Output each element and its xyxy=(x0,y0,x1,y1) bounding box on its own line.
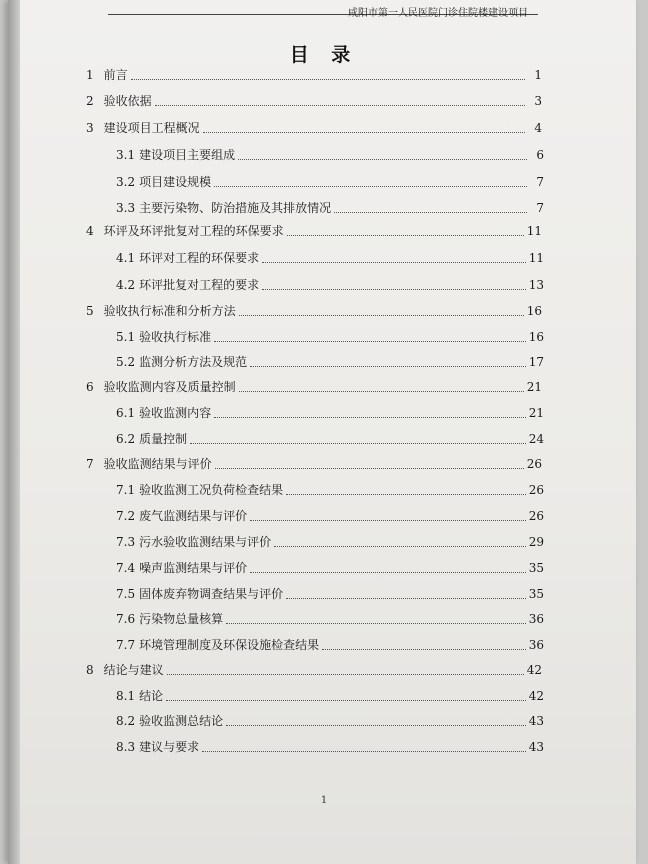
toc-entry xyxy=(116,507,544,524)
toc-dot-leader xyxy=(214,185,527,187)
toc-dot-leader xyxy=(214,340,526,342)
toc-entry-title: 污染物总量核算 xyxy=(139,612,224,626)
toc-entry xyxy=(116,533,544,550)
toc-entry-number: 6.2 xyxy=(116,432,136,446)
toc-entry xyxy=(116,585,544,602)
toc-entry-page: 4 xyxy=(534,121,542,135)
toc-entry-number: 3.1 xyxy=(116,148,136,162)
toc-dot-leader xyxy=(238,158,527,160)
toc-dot-leader xyxy=(202,750,526,752)
toc-entry-title: 验收执行标准和分析方法 xyxy=(103,304,236,318)
toc-dot-leader xyxy=(167,673,524,675)
toc-dot-leader xyxy=(155,104,525,106)
toc-entry-page: 43 xyxy=(528,714,544,728)
toc-entry-page: 11 xyxy=(526,224,542,238)
toc-entry-number: 8.2 xyxy=(116,714,136,728)
toc-dot-leader xyxy=(286,493,526,495)
toc-entry-page: 17 xyxy=(528,355,544,369)
toc-entry xyxy=(86,378,542,395)
toc-entry xyxy=(86,661,542,678)
toc-entry-number: 5.2 xyxy=(116,355,136,369)
toc-entry-title: 主要污染物、防治措施及其排放情况 xyxy=(139,201,332,215)
toc-entry-page: 3 xyxy=(534,94,542,108)
toc-entry xyxy=(86,92,542,109)
toc-entry-page: 26 xyxy=(528,509,544,523)
toc-entry xyxy=(116,249,544,266)
toc-entry-number: 6.1 xyxy=(116,406,136,420)
toc-entry-title: 废气监测结果与评价 xyxy=(139,509,248,523)
toc-entry-title: 验收监测总结论 xyxy=(139,714,224,728)
toc-entry xyxy=(116,353,544,370)
toc-dot-leader xyxy=(226,724,526,726)
toc-entry-page: 43 xyxy=(528,740,544,754)
toc-dot-leader xyxy=(214,416,526,418)
toc-entry xyxy=(116,328,544,345)
toc-entry-number: 4.2 xyxy=(116,278,136,292)
toc-entry-title: 验收监测工况负荷检查结果 xyxy=(139,483,284,497)
toc-dot-leader xyxy=(131,78,525,80)
toc-dot-leader xyxy=(287,234,524,236)
toc-entry-number: 4 xyxy=(86,224,94,238)
toc-entry-title: 固体废弃物调查结果与评价 xyxy=(139,587,284,601)
toc-entry xyxy=(116,430,544,447)
toc-entry xyxy=(116,481,544,498)
toc-dot-leader xyxy=(250,571,526,573)
toc-entry xyxy=(116,276,544,293)
toc-dot-leader xyxy=(226,622,526,624)
toc-entry-title: 项目建设规模 xyxy=(139,175,212,189)
toc-entry-title: 结论与建议 xyxy=(103,663,164,677)
toc-entry-page: 7 xyxy=(536,201,544,215)
toc-entry-page: 26 xyxy=(526,457,542,471)
toc-entry-page: 42 xyxy=(528,689,544,703)
toc-entry xyxy=(116,636,544,653)
toc-entry-title: 噪声监测结果与评价 xyxy=(139,561,248,575)
toc-entry xyxy=(116,146,544,163)
toc-entry-title: 前言 xyxy=(103,68,128,82)
toc-entry-title: 建议与要求 xyxy=(139,740,200,754)
toc-entry xyxy=(86,66,542,83)
toc-dot-leader xyxy=(262,288,526,290)
toc-entry-number: 7.5 xyxy=(116,587,136,601)
toc-entry-page: 1 xyxy=(534,68,542,82)
page-edge-shadow xyxy=(8,0,20,864)
toc-dot-leader xyxy=(274,545,526,547)
toc-entry-page: 6 xyxy=(536,148,544,162)
toc-title: 目 录 xyxy=(289,44,359,66)
toc-dot-leader xyxy=(250,519,526,521)
toc-entry-number: 8 xyxy=(86,663,94,677)
toc-entry-title: 环评及环评批复对工程的环保要求 xyxy=(103,224,284,238)
toc-dot-leader xyxy=(322,648,526,650)
toc-entry-number: 7.6 xyxy=(116,612,136,626)
toc-entry-page: 42 xyxy=(526,663,542,677)
toc-dot-leader xyxy=(190,442,526,444)
toc-entry-page: 35 xyxy=(528,561,544,575)
toc-entry-number: 7.1 xyxy=(116,483,136,497)
toc-entry-title: 验收监测内容及质量控制 xyxy=(103,380,236,394)
toc-entry-number: 7.3 xyxy=(116,535,136,549)
toc-entry xyxy=(116,404,544,421)
toc-entry-page: 13 xyxy=(528,278,544,292)
toc-entry xyxy=(116,199,544,216)
toc-dot-leader xyxy=(262,261,526,263)
toc-entry-title: 质量控制 xyxy=(139,432,188,446)
toc-entry-page: 21 xyxy=(528,406,544,420)
toc-entry xyxy=(86,455,542,472)
toc-entry-page: 11 xyxy=(528,251,544,265)
toc-dot-leader xyxy=(239,390,524,392)
toc-entry xyxy=(116,738,544,755)
toc-entry-number: 7.7 xyxy=(116,638,136,652)
toc-dot-leader xyxy=(250,365,526,367)
toc-entry xyxy=(116,687,544,704)
toc-dot-leader xyxy=(334,211,527,213)
toc-entry-page: 29 xyxy=(528,535,544,549)
toc-entry xyxy=(116,712,544,729)
toc-entry xyxy=(86,302,542,319)
toc-entry-page: 35 xyxy=(528,587,544,601)
toc-entry-page: 26 xyxy=(528,483,544,497)
toc-entry-number: 1 xyxy=(86,68,94,82)
toc-entry-number: 2 xyxy=(86,94,94,108)
toc-entry-title: 验收监测内容 xyxy=(139,406,212,420)
toc-entry-title: 环评批复对工程的要求 xyxy=(139,278,260,292)
toc-entry-title: 环境管理制度及环保设施检查结果 xyxy=(139,638,320,652)
toc-entry-page: 21 xyxy=(526,380,542,394)
toc-entry-page: 7 xyxy=(536,175,544,189)
toc-entry-page: 16 xyxy=(528,330,544,344)
toc-entry-number: 3.2 xyxy=(116,175,136,189)
toc-dot-leader xyxy=(166,699,526,701)
toc-entry-title: 环评对工程的环保要求 xyxy=(139,251,260,265)
toc-entry-number: 5.1 xyxy=(116,330,136,344)
toc-entry-number: 3.3 xyxy=(116,201,136,215)
toc-dot-leader xyxy=(203,131,525,133)
toc-entry-number: 4.1 xyxy=(116,251,136,265)
toc-entry xyxy=(116,610,544,627)
toc-entry-title: 验收执行标准 xyxy=(139,330,212,344)
toc-entry-title: 建设项目工程概况 xyxy=(103,121,200,135)
toc-entry-title: 污水验收监测结果与评价 xyxy=(139,535,272,549)
toc-entry-number: 3 xyxy=(86,121,94,135)
toc-entry xyxy=(116,173,544,190)
toc-entry-number: 7.4 xyxy=(116,561,136,575)
toc-entry-number: 8.3 xyxy=(116,740,136,754)
toc-entry-title: 监测分析方法及规范 xyxy=(139,355,248,369)
running-header: 咸阳市第一人民医院门诊住院楼建设项目 xyxy=(348,8,528,19)
toc-entry-title: 结论 xyxy=(139,689,164,703)
page-number: 1 xyxy=(320,795,328,806)
toc-entry-page: 16 xyxy=(526,304,542,318)
toc-entry-number: 7.2 xyxy=(116,509,136,523)
toc-entry-title: 验收依据 xyxy=(103,94,152,108)
toc-dot-leader xyxy=(215,467,524,469)
toc-entry-page: 36 xyxy=(528,612,544,626)
toc-dot-leader xyxy=(286,597,526,599)
toc-entry-page: 24 xyxy=(528,432,544,446)
toc-entry-title: 建设项目主要组成 xyxy=(139,148,236,162)
toc-entry xyxy=(86,222,542,239)
toc-entry-number: 8.1 xyxy=(116,689,136,703)
toc-entry-page: 36 xyxy=(528,638,544,652)
toc-dot-leader xyxy=(239,314,524,316)
toc-entry-number: 5 xyxy=(86,304,94,318)
toc-entry-title: 验收监测结果与评价 xyxy=(103,457,212,471)
toc-entry-number: 7 xyxy=(86,457,94,471)
toc-entry xyxy=(116,559,544,576)
toc-entry xyxy=(86,119,542,136)
toc-entry-number: 6 xyxy=(86,380,94,394)
